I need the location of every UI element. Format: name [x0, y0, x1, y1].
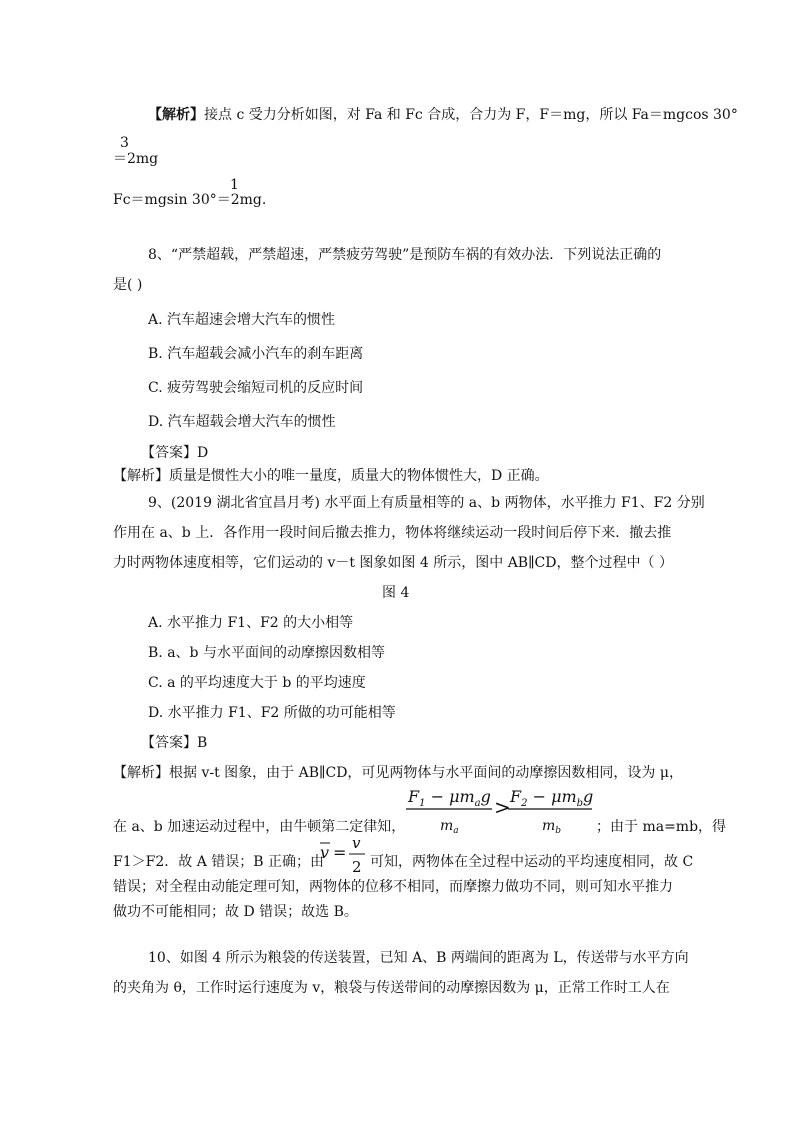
svg-text:v: v: [352, 834, 361, 852]
q9-answer: 【答案】B: [141, 735, 208, 751]
q7-line3-post: 2mg.: [230, 192, 267, 208]
q7-fraction-top-a: 3: [120, 135, 129, 151]
svg-text:=: =: [333, 843, 347, 862]
q9-stem-line3: 力时两物体速度相等，它们运动的 v－t 图象如图 4 所示，图中 AB∥CD，整个过程中（ ）: [113, 555, 673, 571]
q8-analysis: 【解析】质量是惯性大小的唯一量度，质量大的物体惯性大，D 正确。: [113, 468, 549, 484]
svg-text:F1 − μmag: $F_1 - \mu m_ag$: [408, 787, 491, 809]
q10-stem-line1: 10、如图 4 所示为粮袋的传送装置，已知 A、B 两端间的距离为 L，传送带与水平方向: [148, 950, 689, 966]
svg-text:v: v: [320, 843, 330, 862]
q9-formula-newton-inequality: [404, 780, 594, 840]
q8-stem-line1: 8、“严禁超载，严禁超速，严禁疲劳驾驶”是预防车祸的有效办法．下列说法正确的: [148, 247, 662, 263]
q9-analysis-line4: 错误；对全程由动能定理可知，两物体的位移不相同，而摩擦力做功不同，则可知水平推力: [113, 879, 673, 895]
svg-text:>: >: [494, 795, 511, 819]
q7-analysis-line3: [113, 191, 266, 209]
q7-analysis-label: 【解析】: [148, 107, 204, 123]
q7-analysis-line2: ＝2mg: [113, 151, 159, 167]
q9-stem-line1: 9、(2019 湖北省宜昌月考) 水平面上有质量相等的 a、b 两物体，水平推力 F1、F2 分别: [148, 495, 705, 511]
q9-analysis-line1: 【解析】根据 v-t 图象，由于 AB∥CD，可见两物体与水平面间的动摩擦因数相同，设为 μ，: [113, 765, 683, 781]
q9-analysis-line2-post: ；由于 ma=mb，得: [596, 819, 727, 835]
svg-text:2: 2: [352, 858, 362, 876]
q7-analysis-line1: [148, 106, 738, 124]
q9-option-a: A. 水平推力 F1、F2 的大小相等: [148, 615, 354, 631]
q9-option-b: B. a、b 与水平面间的动摩擦因数相等: [148, 645, 385, 661]
q9-analysis-line3-post: 可知，两物体在全过程中运动的平均速度相同，故 C: [370, 854, 694, 870]
q8-option-b: B. 汽车超载会减小汽车的刹车距离: [148, 346, 364, 362]
q9-analysis-line5: 做功不可能相同；故 D 错误；故选 B。: [113, 904, 358, 920]
q8-answer: 【答案】D: [141, 445, 209, 461]
q9-stem-line2: 作用在 a、b 上．各作用一段时间后撤去推力，物体将继续运动一段时间后停下来．撤去推: [113, 525, 672, 541]
q9-option-d: D. 水平推力 F1、F2 所做的功可能相等: [148, 705, 396, 721]
q9-figure-caption: 图 4: [382, 585, 410, 601]
q8-option-d: D. 汽车超载会增大汽车的惯性: [148, 414, 336, 430]
svg-text:mb: $m_b$: [542, 818, 562, 836]
svg-text:F2 − μmbg: $F_2 - \mu m_bg$: [510, 787, 594, 809]
svg-text:ma: $m_a$: [440, 818, 459, 836]
q9-formula-average-velocity: [318, 830, 368, 878]
q8-option-a: A. 汽车超速会增大汽车的惯性: [148, 312, 336, 328]
q8-stem-line2: 是( ): [113, 277, 143, 293]
q7-fraction-top-b: 1: [230, 177, 239, 193]
q7-line3-pre: Fc＝mgsin 30°＝: [113, 192, 231, 208]
q10-stem-line2: 的夹角为 θ，工作时运行速度为 v，粮袋与传送带间的动摩擦因数为 μ，正常工作时工人在: [113, 980, 670, 996]
q8-option-c: C. 疲劳驾驶会缩短司机的反应时间: [148, 380, 364, 396]
q7-analysis-text: 接点 c 受力分析如图，对 Fa 和 Fc 合成，合力为 F，F＝mg，所以 Fa＝mgcos 30°: [204, 107, 738, 123]
q9-option-c: C. a 的平均速度大于 b 的平均速度: [148, 675, 366, 691]
q9-analysis-line3-pre: F1＞F2．故 A 错误；B 正确；由: [113, 854, 324, 870]
q9-analysis-line2-pre: 在 a、b 加速运动过程中，由牛顿第二定律知，: [113, 819, 406, 835]
